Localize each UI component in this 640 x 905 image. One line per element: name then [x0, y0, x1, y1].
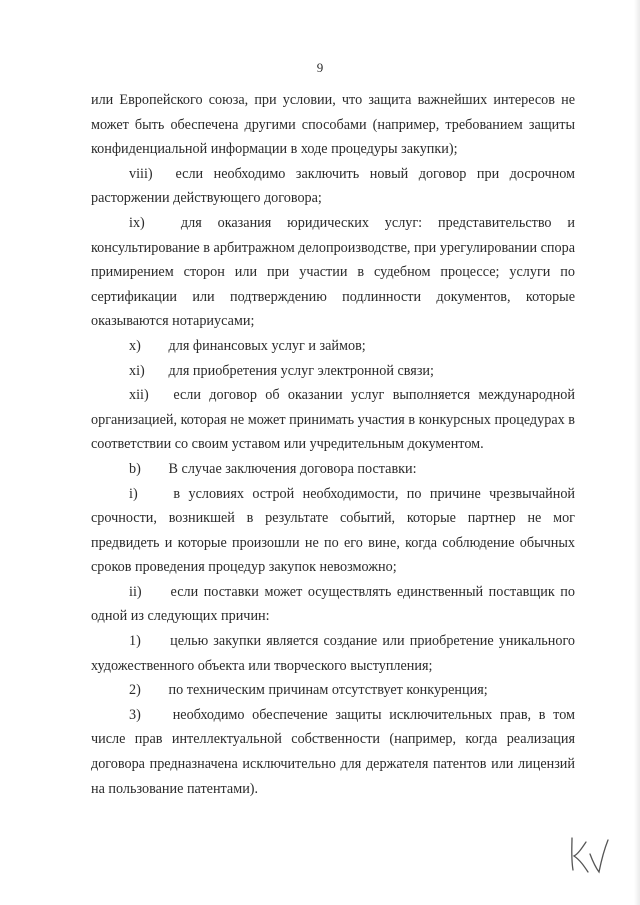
list-marker: b): [129, 460, 141, 477]
paragraph-text: если поставки может осуществлять единственный поставщик по одной из следующих причин:: [91, 583, 575, 625]
paragraph-continuation: [91, 88, 575, 162]
list-marker: 2): [129, 682, 141, 699]
paragraph-text: для оказания юридических услуг: представительство и консультирование в арбитражном делопроизводстве, при урегулировании спора примирением сторон или при участии в судебном процессе; услуги по сертификации или подтверждению подлинности документов, которые оказываются нотариусами;: [91, 214, 575, 330]
paragraph-text: необходимо обеспечение защиты исключительных прав, в том числе прав интеллектуальной собственности (например, когда реализация договора предназначена исключительно для держателя патентов или лицензий на пользование патентами).: [91, 706, 575, 797]
section-b-heading: [91, 457, 575, 482]
list-marker: 1): [129, 633, 141, 650]
paragraph-text: для приобретения услуг электронной связи;: [168, 362, 434, 379]
paragraph-text: по техническим причинам отсутствует конкуренция;: [168, 682, 488, 699]
list-item-xi: [91, 359, 575, 384]
paragraph-text: для финансовых услуг и займов;: [168, 337, 366, 354]
list-marker: 3): [129, 706, 141, 723]
page-edge: [634, 0, 640, 905]
list-marker: ix): [129, 214, 145, 231]
list-marker: ii): [129, 583, 142, 600]
list-item-ix: [91, 211, 575, 334]
paragraph-text: целью закупки является создание или приобретение уникального художественного объекта или творческого выступления;: [91, 633, 576, 674]
paragraph-text: В случае заключения договора поставки:: [168, 460, 417, 477]
sub-item-3: [91, 703, 575, 801]
list-item-x: [91, 334, 575, 359]
paragraph-text: или Европейского союза, при условии, что защита важнейших интересов не может быть обеспечена другими способами (например, требованием защиты конфиденциальной информации в ходе процедуры закупки);: [91, 92, 575, 158]
list-marker: x): [129, 337, 141, 354]
list-item-xii: [91, 383, 575, 457]
paragraph-text: в условиях острой необходимости, по причине чрезвычайной срочности, возникшей в результате событий, которые партнер не мог предвидеть и которые произошли не по его вине, когда соблюдение обычных сроков проведения процедур закупок невозможно;: [91, 485, 575, 576]
list-marker: i): [129, 485, 138, 502]
handwritten-signature: [566, 832, 612, 876]
paragraph-text: если необходимо заключить новый договор при досрочном расторжении действующего договора;: [91, 165, 575, 207]
sub-item-1: [91, 629, 575, 678]
paragraph-text: если договор об оказании услуг выполняется международной организацией, которая не может принимать участия в конкурсных процедурах в соответствии со своим уставом или учредительным документом.: [91, 387, 575, 453]
page-number: 9: [316, 60, 324, 75]
list-marker: xii): [129, 387, 149, 404]
list-item-ii: [91, 580, 575, 629]
list-marker: viii): [129, 165, 153, 182]
list-marker: xi): [129, 362, 145, 379]
list-item-viii: [91, 162, 575, 211]
sub-item-2: [91, 678, 575, 703]
document-body: [91, 88, 575, 801]
list-item-i: [91, 482, 575, 580]
